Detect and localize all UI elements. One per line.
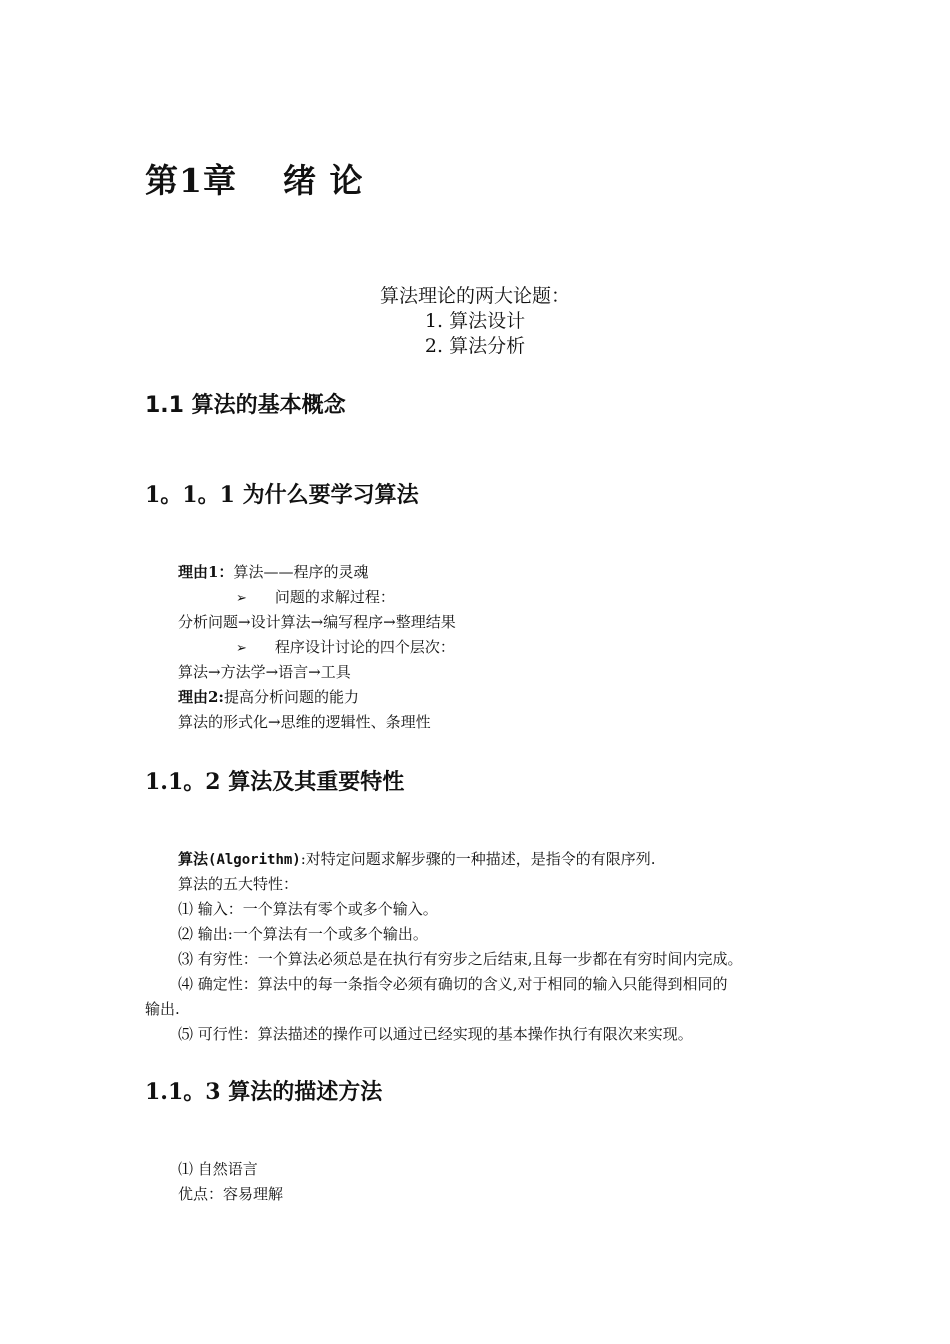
formal-line: 算法的形式化→思维的逻辑性、条理性 <box>178 713 431 731</box>
reason-1-text: 算法——程序的灵魂 <box>233 563 369 581</box>
five-properties-heading: 算法的五大特性： <box>178 875 299 893</box>
bullet-1-text: 问题的求解过程： <box>274 588 395 606</box>
topic-item-1: 1. 算法设计 <box>424 310 526 332</box>
method-natural-language: ⑴ 自然语言 <box>178 1160 258 1178</box>
definition-term: 算法 <box>178 850 209 868</box>
topic-item-2: 2. 算法分析 <box>424 335 526 357</box>
property-finiteness: ⑶ 有穷性：一个算法必须总是在执行有穷步之后结束,且每一步都在有穷时间内完成。 <box>178 950 743 968</box>
reason-1 <box>178 560 368 585</box>
bullet-2-text: 程序设计讨论的四个层次： <box>274 638 455 656</box>
bullet-item-1 <box>236 585 395 611</box>
algorithm-definition <box>178 847 656 873</box>
definition-text: :对特定问题求解步骤的一种描述，是指令的有限序列. <box>300 850 656 868</box>
property-input: ⑴ 输入：一个算法有零个或多个输入。 <box>178 900 438 918</box>
levels-line: 算法→方法学→语言→工具 <box>178 663 351 681</box>
chapter-number: 第1章 <box>145 161 237 200</box>
property-definiteness: ⑷ 确定性：算法中的每一条指令必须有确切的含义,对于相同的输入只能得到相同的 <box>178 975 728 993</box>
arrow-bullet-icon: ➢ <box>236 591 247 606</box>
method-advantage: 优点：容易理解 <box>178 1185 284 1203</box>
section-heading-1-1-3: 1.1。3 算法的描述方法 <box>145 1079 383 1105</box>
definition-english: (Algorithm) <box>208 852 301 868</box>
property-definiteness-cont: 输出. <box>145 1000 180 1018</box>
section-heading-1-1-2: 1.1。2 算法及其重要特性 <box>145 769 405 795</box>
bullet-item-2 <box>236 635 455 661</box>
property-output: ⑵ 输出:一个算法有一个或多个输出。 <box>178 925 428 943</box>
topics-heading: 算法理论的两大论题： <box>379 285 570 307</box>
topics-block <box>0 284 950 359</box>
section-heading-1-1: 1.1 算法的基本概念 <box>145 393 346 418</box>
process-line: 分析问题→设计算法→编写程序→整理结果 <box>178 613 456 631</box>
reason-2 <box>178 685 359 710</box>
arrow-bullet-icon: ➢ <box>236 641 247 656</box>
reason-2-text: 提高分析问题的能力 <box>223 688 359 706</box>
reason-1-label: 理由1： <box>178 563 234 581</box>
property-feasibility: ⑸ 可行性：算法描述的操作可以通过已经实现的基本操作执行有限次来实现。 <box>178 1025 693 1043</box>
chapter-title <box>145 155 363 202</box>
section-heading-1-1-1: 1。1。1 为什么要学习算法 <box>145 482 419 508</box>
reason-2-label: 理由2: <box>178 688 224 706</box>
chapter-name: 绪 论 <box>282 161 364 200</box>
